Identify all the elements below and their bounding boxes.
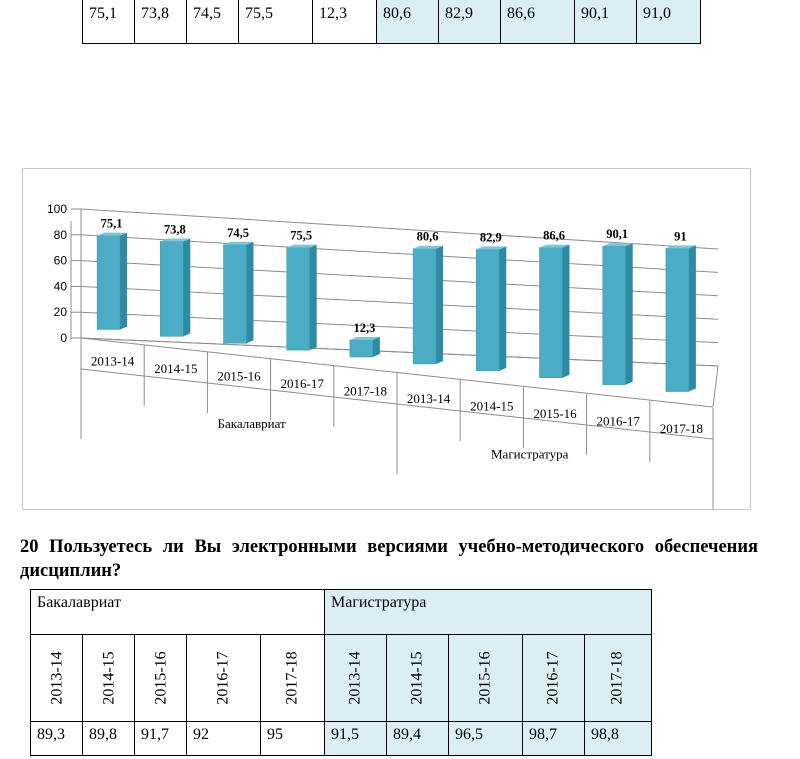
value-cell-master: 98,7: [523, 722, 585, 756]
value-cell: 92: [187, 722, 261, 756]
bar-side: [689, 245, 696, 391]
master-header: Магистратура: [325, 590, 652, 635]
year-header: 2014-15: [83, 635, 135, 722]
category-label: 2015-16: [533, 406, 577, 421]
bar-side: [310, 245, 317, 351]
top-cell-master: 80,6: [377, 0, 439, 44]
category-label: 2014-15: [154, 361, 198, 376]
year-header-row: [31, 635, 652, 722]
category-label: 2017-18: [343, 383, 388, 399]
bar-side: [183, 238, 190, 336]
value-cell-master: 98,8: [585, 722, 652, 756]
bar-side: [436, 246, 443, 364]
data-label: 73,8: [163, 222, 186, 237]
data-label: 75,5: [290, 228, 313, 243]
bar: [476, 249, 499, 371]
bottom-data-table: [30, 589, 652, 756]
bar-side: [373, 337, 380, 357]
bar: [540, 248, 563, 378]
year-header: 2013-14: [31, 635, 83, 722]
top-cell-master: 86,6: [501, 0, 575, 44]
year-header: 2017-18: [261, 635, 325, 722]
bar: [350, 340, 373, 357]
year-header: 2016-17: [523, 635, 585, 722]
chart-svg: [23, 169, 750, 509]
value-cell: 89,3: [31, 722, 83, 756]
year-header: 2014-15: [387, 635, 449, 722]
value-cell-master: 89,4: [387, 722, 449, 756]
year-header: 2017-18: [585, 635, 652, 722]
bar-side: [120, 233, 127, 330]
year-header: 2015-16: [135, 635, 187, 722]
y-tick-label: 100: [46, 202, 67, 216]
category-label: 2014-15: [470, 398, 514, 414]
category-label: 2015-16: [217, 368, 261, 384]
year-header: 2013-14: [325, 635, 387, 722]
data-label: 91: [674, 229, 687, 244]
top-cell: 74,5: [187, 0, 239, 44]
group-label: Бакалавриат: [217, 415, 286, 431]
data-label: 12,3: [353, 320, 376, 335]
data-label: 86,6: [543, 228, 565, 243]
data-label: 74,5: [227, 225, 249, 240]
category-label: 2017-18: [659, 421, 704, 436]
group-header-row: [31, 590, 652, 635]
data-label: 80,6: [416, 229, 439, 244]
top-cell: 73,8: [135, 0, 187, 44]
bar: [603, 246, 626, 385]
question-heading: 20 Пользуетесь ли Вы электронными версиями учебно-методического обеспечения дисциплин?: [20, 537, 758, 581]
value-cell: 95: [261, 722, 325, 756]
top-cell-master: 90,1: [575, 0, 637, 44]
bar: [224, 245, 247, 343]
bar: [97, 236, 120, 330]
y-tick-label: 20: [53, 305, 67, 320]
bachelor-header: Бакалавриат: [31, 590, 325, 635]
bar-side: [563, 245, 570, 378]
value-cell-master: 91,5: [325, 722, 387, 756]
bar: [160, 241, 183, 336]
year-header: 2016-17: [187, 635, 261, 722]
category-label: 2013-14: [90, 353, 135, 369]
bar-chart: [22, 168, 751, 510]
bar-side: [499, 246, 506, 371]
floor-right-edge: [713, 366, 718, 407]
y-tick-label: 60: [53, 253, 67, 268]
y-tick-label: 80: [53, 227, 67, 242]
top-cell-master: 82,9: [439, 0, 501, 44]
top-cell: 75,5: [239, 0, 313, 44]
top-cell: 12,3: [313, 0, 377, 44]
top-table-row: [83, 0, 701, 44]
y-tick-label: 40: [53, 279, 67, 294]
bar-side: [247, 242, 254, 343]
value-cell: 89,8: [83, 722, 135, 756]
category-label: 2016-17: [596, 413, 640, 429]
data-label: 82,9: [479, 230, 502, 245]
value-cell-master: 96,5: [449, 722, 523, 756]
top-cell-master: 91,0: [637, 0, 701, 44]
category-label: 2013-14: [406, 391, 451, 406]
bar-side: [626, 243, 633, 385]
bar: [666, 248, 689, 391]
data-label: 75,1: [100, 216, 123, 231]
bar: [413, 249, 436, 364]
values-row: [31, 722, 652, 756]
category-label: 2016-17: [280, 376, 324, 391]
top-cell: 75,1: [83, 0, 135, 44]
group-label: Магистратура: [490, 446, 569, 462]
data-label: 90,1: [606, 227, 629, 242]
value-cell: 91,7: [135, 722, 187, 756]
top-data-table: [82, 0, 701, 44]
bar: [287, 248, 310, 351]
year-header: 2015-16: [449, 635, 523, 722]
y-tick-label: 0: [60, 331, 67, 345]
